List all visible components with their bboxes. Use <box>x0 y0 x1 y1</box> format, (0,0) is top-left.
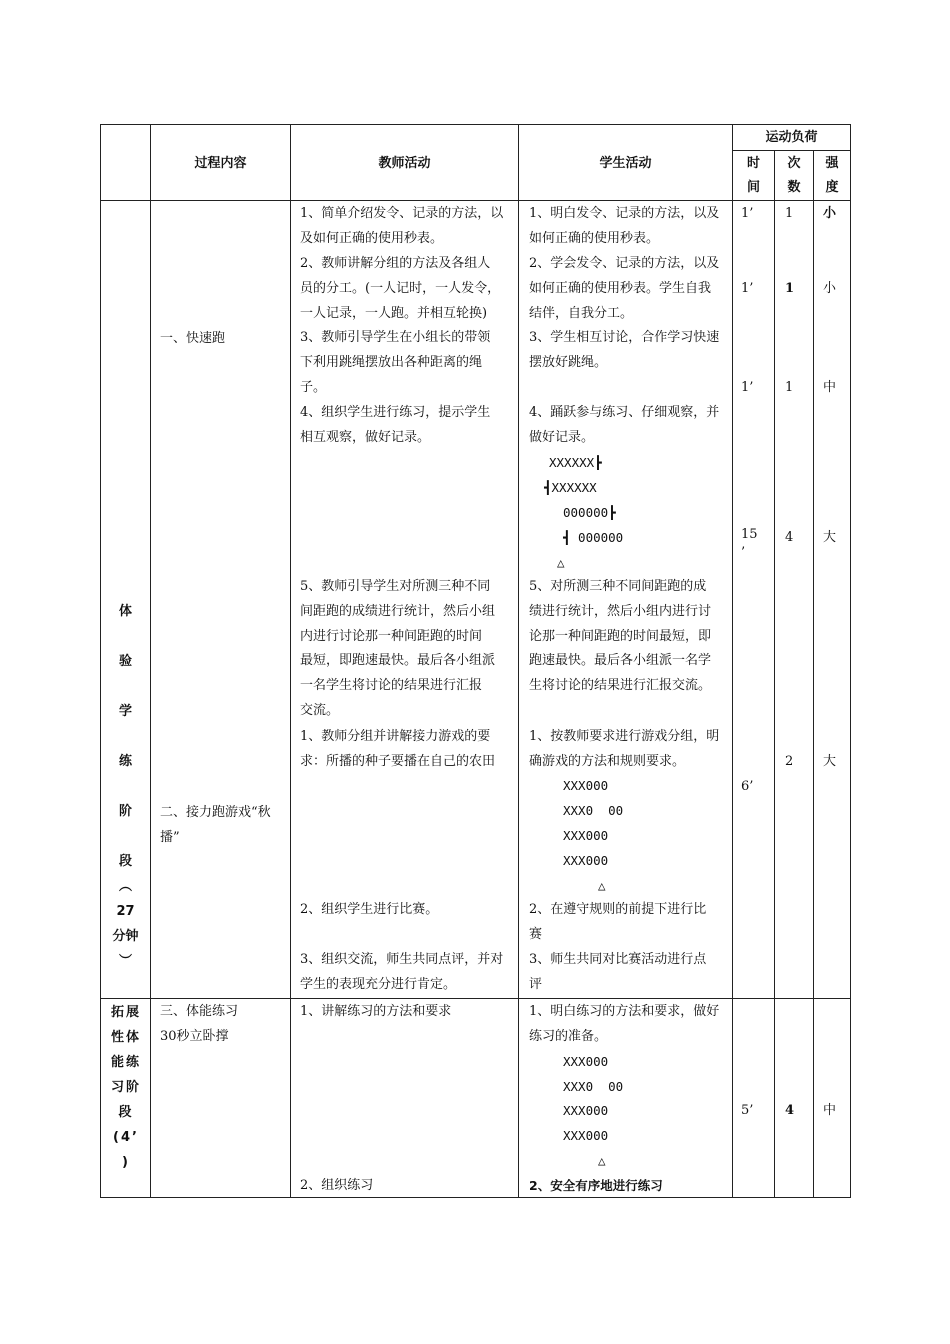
stage2-load-count: 4 <box>785 1103 795 1118</box>
formation-diagram-row: XXX000 <box>563 778 609 793</box>
stage2-teacher-step-1: 1、讲解练习的方法和要求 <box>300 1004 452 1019</box>
teacher-step-4: 4、组织学生进行练习，提示学生 相互观察，做好记录。 <box>300 405 491 445</box>
student-step-1: 1、明白发令、记录的方法，以及 如何正确的使用秒表。 <box>529 206 720 246</box>
formation-diagram-teacher: △ <box>598 1153 606 1168</box>
load-time: 1’ <box>741 281 754 296</box>
formation-diagram-row: XXX000 <box>563 828 609 843</box>
row-divider <box>732 150 850 151</box>
header-exercise-load: 运动负荷 <box>765 130 818 145</box>
formation-diagram-row: XXXXXX┣ <box>549 455 602 470</box>
col-divider <box>518 125 519 1197</box>
col-divider <box>774 150 775 1197</box>
load-time: 6’ <box>741 779 754 794</box>
formation-diagram-row: 000000┣ <box>563 505 616 520</box>
formation-diagram-teacher: △ <box>598 878 606 893</box>
load-intensity: 大 <box>823 530 837 545</box>
student-game-step-2: 2、在遵守规则的前提下进行比 赛 <box>529 902 707 942</box>
stage2-load-intensity: 中 <box>823 1103 837 1118</box>
stage1-content-1: 一、快速跑 <box>160 331 226 346</box>
stage1-content-2: 二、接力跑游戏“秋 播” <box>160 805 271 845</box>
stage2-student-step-1: 1、明白练习的方法和要求，做好 练习的准备。 <box>529 1004 720 1044</box>
stage2-load-time: 5’ <box>741 1103 754 1118</box>
formation-diagram-row: ┫ 000000 <box>563 530 624 545</box>
formation-diagram-row: ┫XXXXXX <box>544 480 597 495</box>
load-time: 15 ’ <box>741 527 758 560</box>
formation-diagram-row: XXX000 <box>563 1103 609 1118</box>
teacher-step-2: 2、教师讲解分组的方法及各组人 员的分工。(一人记时，一人发令， 一人记录，一人跑。并相互轮换) <box>300 256 501 321</box>
teacher-game-step-1: 1、教师分组并讲解接力游戏的要 求：所播的种子要播在自己的农田 <box>300 729 496 769</box>
load-intensity: 中 <box>823 380 837 395</box>
stage1-label: 体 验 学 练 阶 段 ︵ 27 分钟 ︶ <box>112 604 139 969</box>
load-count: 1 <box>785 380 794 395</box>
student-step-4: 4、踊跃参与练习、仔细观察，并 做好记录。 <box>529 405 720 445</box>
load-intensity: 大 <box>823 754 837 769</box>
load-time: 1’ <box>741 380 754 395</box>
student-game-step-1: 1、按教师要求进行游戏分组，明 确游戏的方法和规则要求。 <box>529 729 720 769</box>
formation-diagram-row: XXX0 00 <box>563 803 624 818</box>
student-step-3: 3、学生相互讨论，合作学习快速 摆放好跳绳。 <box>529 330 720 370</box>
col-divider <box>150 125 151 1197</box>
stage2-student-step-2: 2、安全有序地进行练习 <box>529 1178 663 1193</box>
header-intensity: 强 度 <box>825 156 839 195</box>
stage2-teacher-step-2: 2、组织练习 <box>300 1178 374 1193</box>
header-time: 时 间 <box>746 156 760 195</box>
formation-diagram-row: XXX000 <box>563 1054 609 1069</box>
teacher-step-5: 5、教师引导学生对所测三种不同 间距跑的成绩进行统计，然后小组 内进行讨论那一种间距跑的时间 最短，即跑速最快。最后各小组派 一名学生将讨论的结果进行汇报 交流。 <box>300 579 496 718</box>
stage2-content: 三、体能练习 30秒立卧撑 <box>160 1004 239 1044</box>
row-divider <box>101 200 850 201</box>
header-teacher-activity: 教师活动 <box>378 156 431 171</box>
formation-diagram-row: XXX0 00 <box>563 1079 624 1094</box>
teacher-step-3: 3、教师引导学生在小组长的带领 下利用跳绳摆放出各种距离的绳 子。 <box>300 330 491 395</box>
load-count: 2 <box>785 754 794 769</box>
teacher-game-step-3: 3、组织交流，师生共同点评，并对 学生的表现充分进行肯定。 <box>300 952 504 992</box>
col-divider <box>813 150 814 1197</box>
col-divider <box>290 125 291 1197</box>
row-divider <box>101 998 850 999</box>
student-step-5: 5、对所测三种不同间距跑的成 绩进行统计，然后小组内进行讨 论那一种间距跑的时间最短，即 跑速最快。最后各小组派一名学 生将讨论的结果进行汇报交流。 <box>529 579 712 694</box>
header-student-activity: 学生活动 <box>599 156 652 171</box>
student-game-step-3: 3、师生共同对比赛活动进行点 评 <box>529 952 707 992</box>
load-count: 1 <box>785 281 795 296</box>
col-divider <box>732 125 733 1197</box>
load-time: 1’ <box>741 206 754 221</box>
lesson-plan-table <box>100 124 851 1198</box>
formation-diagram-row: XXX000 <box>563 853 609 868</box>
load-count: 4 <box>785 530 794 545</box>
student-step-2: 2、学会发令、记录的方法，以及 如何正确的使用秒表。学生自我 结伴，自我分工。 <box>529 256 720 321</box>
formation-diagram-row: XXX000 <box>563 1128 609 1143</box>
formation-diagram-teacher: △ <box>557 555 565 570</box>
teacher-game-step-2: 2、组织学生进行比赛。 <box>300 902 439 917</box>
header-process-content: 过程内容 <box>194 156 247 171</box>
teacher-step-1: 1、简单介绍发令、记录的方法，以 及如何正确的使用秒表。 <box>300 206 504 246</box>
load-count: 1 <box>785 206 794 221</box>
load-intensity: 小 <box>823 206 837 221</box>
stage2-label: 拓展 性体 能练 习阶 段 (4’ ) <box>110 1005 141 1170</box>
header-count: 次 数 <box>787 156 801 195</box>
load-intensity: 小 <box>823 281 837 296</box>
